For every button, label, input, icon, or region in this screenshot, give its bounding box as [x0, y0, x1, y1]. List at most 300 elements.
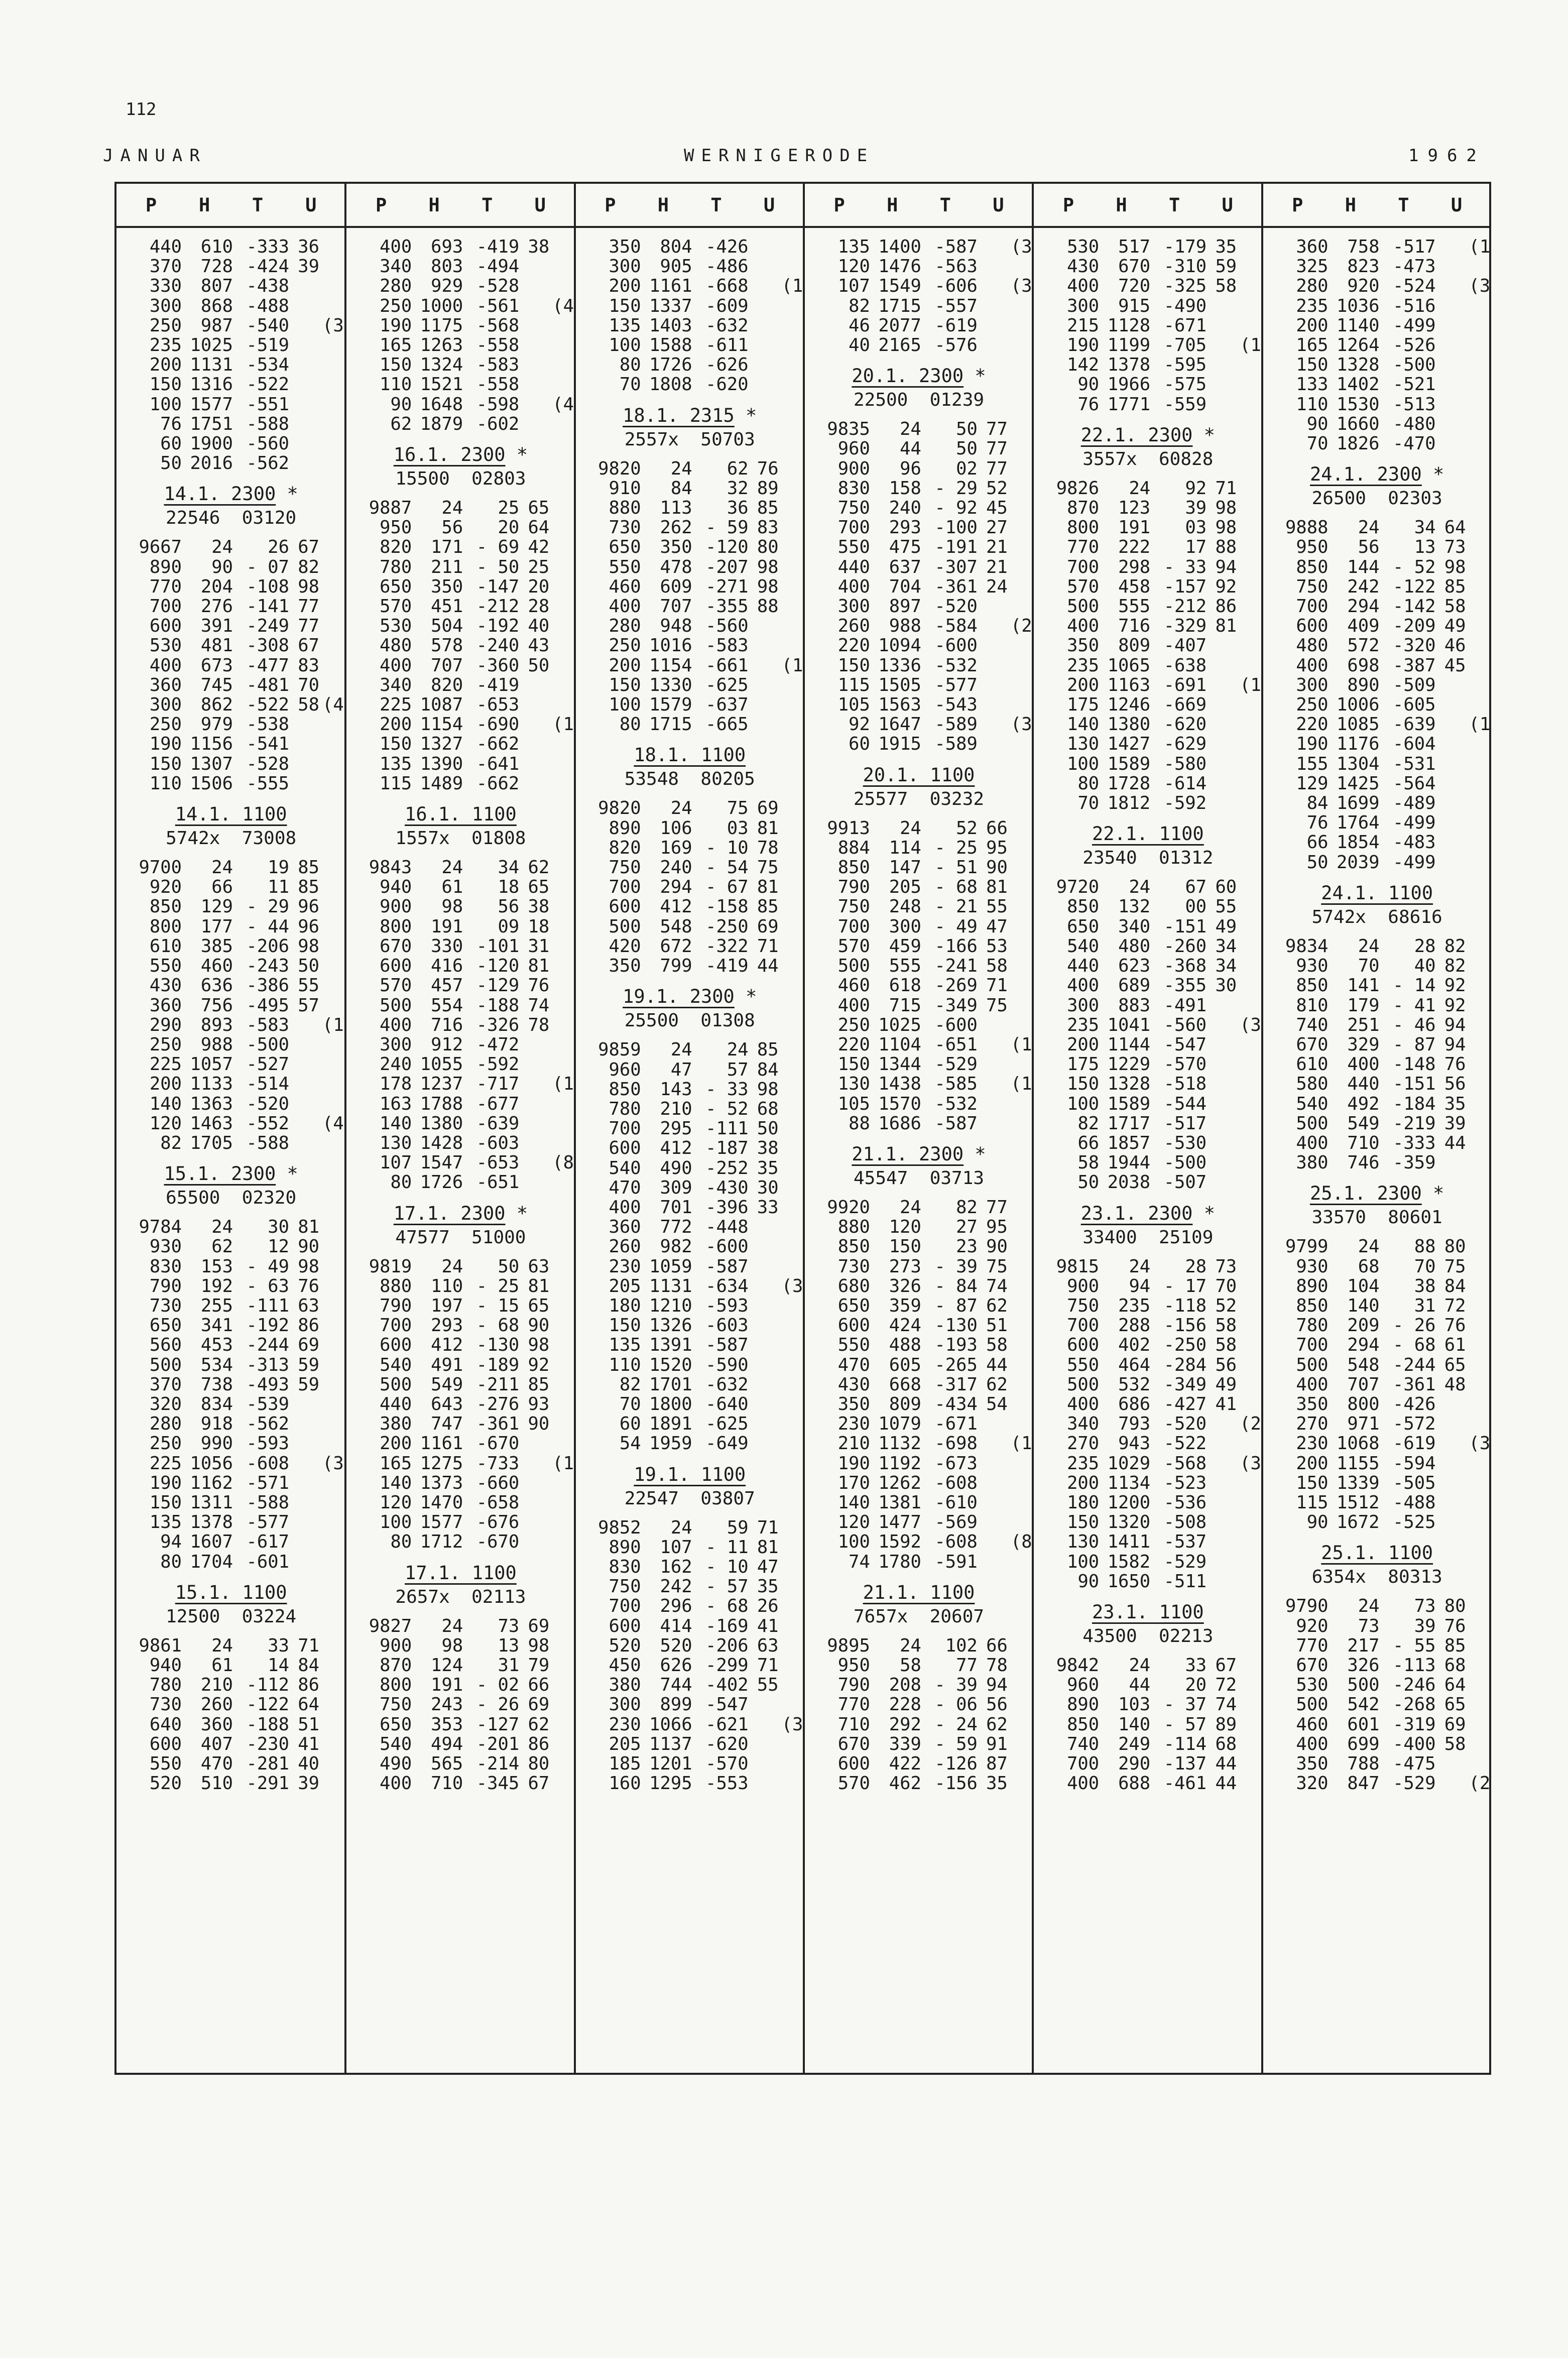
table-row [1034, 276, 1262, 296]
table-column [1032, 184, 1262, 2073]
table-row [346, 1493, 574, 1512]
table-cell [1008, 1754, 1033, 1774]
table-cell [289, 754, 319, 774]
table-cell: 1316 [190, 374, 233, 395]
table-cell: 950 [1296, 537, 1329, 558]
table-cell: -608 [934, 1531, 978, 1553]
table-cell [1466, 1355, 1491, 1375]
table-cell: - 87 [1393, 1034, 1436, 1055]
table-cell [779, 355, 804, 375]
table-cell [1436, 734, 1466, 754]
sounding-block [805, 1143, 1033, 1572]
table-cell [1207, 1572, 1237, 1591]
table-cell [978, 1414, 1008, 1434]
table-row [346, 1695, 574, 1714]
table-cell [779, 818, 804, 838]
table-cell: 120 [149, 1113, 182, 1134]
table-cell: 500 [1067, 596, 1100, 617]
table-cell: 25 [528, 556, 550, 577]
table-cell [779, 675, 804, 695]
table-row [1263, 1734, 1491, 1754]
table-cell [1466, 1715, 1491, 1734]
table-cell [1436, 1153, 1466, 1172]
table-cell: 850 [1067, 896, 1100, 917]
column-header [1263, 184, 1491, 228]
table-cell [1466, 434, 1491, 453]
table-cell: 309 [660, 1177, 692, 1198]
table-cell: 1879 [420, 413, 463, 434]
table-cell: - 14 [1393, 975, 1436, 996]
table-cell [1466, 1493, 1491, 1512]
table-cell [1008, 1394, 1033, 1414]
table-cell [1008, 498, 1033, 518]
table-cell [1466, 1035, 1491, 1054]
table-cell [1207, 1532, 1237, 1552]
table-row [1263, 656, 1491, 675]
table-cell: 24 [900, 1635, 921, 1656]
table-cell: -670 [476, 1531, 520, 1553]
table-row [1263, 316, 1491, 335]
table-cell: - 92 [934, 498, 978, 519]
table-row [1263, 1473, 1491, 1493]
sounding-title: 16.1. 2300 * [393, 444, 528, 466]
table-row [1263, 675, 1491, 695]
sounding-title: 23.1. 2300 * [1080, 1202, 1215, 1224]
table-cell: 175 [1067, 694, 1100, 716]
table-cell: 600 [837, 1753, 870, 1774]
table-cell: 90 [390, 394, 412, 415]
table-cell [549, 335, 574, 355]
table-cell: 38 [757, 1138, 779, 1159]
table-cell: 300 [889, 916, 921, 937]
table-cell: -169 [705, 1615, 749, 1636]
table-cell: -640 [705, 1393, 749, 1414]
table-cell [1008, 577, 1033, 597]
table-row [805, 557, 1033, 577]
table-cell: 80 [390, 1172, 412, 1193]
table-cell [319, 237, 344, 257]
table-cell: 1425 [1337, 773, 1380, 794]
table-cell: 530 [1067, 237, 1100, 257]
table-cell: 1131 [190, 355, 233, 376]
table-cell [749, 1754, 779, 1774]
table-cell: 618 [889, 975, 921, 996]
table-cell [1008, 838, 1033, 858]
table-cell: 63 [528, 1256, 550, 1277]
table-row [116, 734, 345, 754]
table-cell: 554 [431, 995, 463, 1016]
table-row [805, 537, 1033, 557]
table-cell: 90 [986, 857, 1008, 878]
table-row [116, 577, 345, 597]
table-cell: 76 [298, 1275, 319, 1296]
table-cell: 409 [1347, 616, 1380, 637]
table-cell: -590 [705, 1354, 749, 1375]
table-cell: 120 [889, 1217, 921, 1238]
table-cell: 793 [1118, 1413, 1151, 1435]
sounding-title: 19.1. 2300 * [623, 986, 757, 1008]
table-cell: 440 [1067, 956, 1100, 977]
table-cell: 54 [986, 1393, 1008, 1414]
column-header-label: T [939, 194, 951, 216]
table-cell: 150 [1067, 1074, 1100, 1095]
table-cell: - 25 [476, 1275, 520, 1296]
table-cell: 481 [200, 635, 233, 656]
table-cell [319, 1296, 344, 1316]
table-cell: 27 [986, 517, 1008, 538]
table-cell [1008, 316, 1033, 335]
table-cell: 31 [528, 935, 550, 957]
table-cell: -434 [934, 1393, 978, 1414]
table-row [1034, 1094, 1262, 1114]
table-row [805, 877, 1033, 897]
table-cell: 113 [660, 498, 692, 519]
table-cell [1466, 1754, 1491, 1774]
table-cell [319, 577, 344, 597]
table-row [346, 616, 574, 636]
table-cell [319, 616, 344, 636]
table-cell: (4 [322, 1113, 344, 1134]
table-row [576, 537, 804, 557]
table-cell: 82 [1444, 956, 1466, 977]
table-cell [779, 838, 804, 858]
table-cell: - 11 [705, 1537, 749, 1558]
table-row [1034, 897, 1262, 916]
sounding-block [576, 744, 804, 976]
table-cell: -368 [1163, 956, 1207, 977]
table-cell [319, 1074, 344, 1094]
table-cell [1466, 1335, 1491, 1355]
table-cell: 400 [1296, 1733, 1329, 1754]
table-cell: 102 [945, 1635, 978, 1656]
table-cell: -587 [934, 1113, 978, 1134]
table-cell: - 59 [934, 1733, 978, 1754]
table-cell [289, 1414, 319, 1434]
table-cell: -499 [1393, 812, 1436, 834]
table-cell: 129 [200, 896, 233, 917]
table-row [116, 976, 345, 995]
table-cell [779, 375, 804, 394]
table-cell: 988 [889, 616, 921, 637]
table-cell [1237, 577, 1262, 597]
table-cell: 165 [380, 335, 412, 356]
table-row [1034, 1414, 1262, 1434]
table-cell: 33 [1185, 1655, 1207, 1676]
table-cell [519, 355, 549, 375]
table-cell: -611 [705, 335, 749, 356]
table-cell: 680 [837, 1275, 870, 1296]
table-cell: 50 [956, 438, 978, 459]
table-cell: 600 [609, 896, 641, 917]
table-cell: 75 [986, 995, 1008, 1016]
table-cell: -191 [934, 537, 978, 558]
table-row [1034, 1296, 1262, 1316]
table-cell: 140 [1347, 1295, 1380, 1316]
table-cell: 170 [837, 1472, 870, 1493]
table-cell: 950 [837, 1655, 870, 1676]
table-cell: 36 [298, 237, 319, 257]
table-cell: 200 [1067, 674, 1100, 695]
table-cell: 650 [380, 576, 412, 597]
table-cell: -602 [476, 413, 520, 434]
table-cell: 73 [1414, 1596, 1436, 1617]
table-cell [1466, 976, 1491, 995]
table-cell: -671 [1163, 315, 1207, 336]
table-cell: 9888 [1285, 517, 1329, 538]
table-cell [1237, 518, 1262, 537]
table-cell [289, 1454, 319, 1473]
table-cell [779, 798, 804, 818]
table-cell: 03 [727, 817, 749, 839]
table-row [805, 956, 1033, 976]
table-cell: -470 [1393, 433, 1436, 454]
table-cell: -552 [246, 1113, 289, 1134]
table-cell: - 41 [1393, 995, 1436, 1016]
table-cell: 540 [1067, 935, 1100, 957]
table-cell: -661 [705, 655, 749, 676]
table-row [346, 956, 574, 976]
table-cell [1008, 1094, 1033, 1114]
table-cell [1008, 479, 1033, 498]
table-cell: 84 [1444, 1275, 1466, 1296]
table-cell: 1330 [649, 674, 692, 695]
table-cell: 92 [528, 1354, 550, 1375]
table-row [576, 1276, 804, 1296]
table-cell: 1059 [649, 1256, 692, 1277]
table-row [576, 1557, 804, 1577]
table-cell [1466, 936, 1491, 956]
table-cell: 300 [149, 694, 182, 716]
table-cell: 21 [986, 537, 1008, 558]
table-cell: 76 [1444, 1054, 1466, 1075]
table-cell: 1712 [420, 1531, 463, 1553]
table-row [805, 1512, 1033, 1532]
sounding-block [346, 444, 574, 793]
table-cell: 609 [660, 576, 692, 597]
table-cell [1466, 597, 1491, 616]
table-cell [1466, 1296, 1491, 1316]
table-cell: 1246 [1107, 694, 1151, 716]
table-cell: 1337 [649, 295, 692, 316]
table-cell: -507 [1163, 1172, 1207, 1193]
table-cell: 80 [390, 1531, 412, 1553]
table-cell: 87 [986, 1753, 1008, 1774]
table-cell: 460 [1296, 1714, 1329, 1735]
table-cell: 77 [986, 458, 1008, 479]
table-cell: 81 [986, 877, 1008, 898]
table-cell: (4 [552, 295, 574, 316]
table-cell: 191 [431, 1675, 463, 1696]
table-cell: 1328 [1107, 1074, 1151, 1095]
table-cell: 884 [837, 837, 870, 858]
table-cell: 800 [1347, 1393, 1380, 1414]
station-name: WERNIGERODE [684, 146, 875, 166]
table-cell [1237, 1552, 1262, 1572]
table-cell: -593 [705, 1295, 749, 1316]
table-cell: -588 [246, 1132, 289, 1153]
table-cell [319, 355, 344, 375]
table-cell: -427 [1163, 1393, 1207, 1414]
table-cell: 500 [149, 1354, 182, 1375]
table-row [1263, 518, 1491, 537]
table-cell: 830 [149, 1256, 182, 1277]
table-cell: 50 [160, 453, 182, 474]
table-cell [1207, 1153, 1237, 1172]
table-cell: 191 [431, 916, 463, 937]
table-row [1263, 715, 1491, 734]
table-cell: -598 [476, 394, 520, 415]
table-cell: 430 [837, 1374, 870, 1395]
table-cell [549, 1532, 574, 1552]
table-cell: 960 [837, 438, 870, 459]
table-cell: 488 [889, 1335, 921, 1356]
table-cell: 1079 [878, 1413, 921, 1435]
table-cell [1207, 1454, 1237, 1473]
table-cell [779, 1138, 804, 1158]
table-cell: 31 [498, 1655, 520, 1676]
table-cell [779, 1099, 804, 1119]
table-cell: 740 [1067, 1733, 1100, 1754]
table-row [805, 1394, 1033, 1414]
table-cell: 150 [609, 1315, 641, 1336]
table-cell: -250 [1163, 1335, 1207, 1356]
table-row [1263, 1636, 1491, 1656]
table-row [116, 1094, 345, 1114]
table-row [805, 715, 1033, 734]
table-row [116, 616, 345, 636]
table-cell: -361 [1393, 1374, 1436, 1395]
table-cell: 570 [1067, 576, 1100, 597]
table-cell: 650 [380, 1714, 412, 1735]
table-cell: 300 [1067, 295, 1100, 316]
table-row [116, 276, 345, 296]
table-cell: 55 [757, 1675, 779, 1696]
table-cell: 56 [1215, 1354, 1237, 1375]
table-cell: -386 [246, 975, 289, 996]
table-cell: 810 [1296, 995, 1329, 1016]
table-cell [319, 858, 344, 877]
table-cell: 2038 [1107, 1172, 1151, 1193]
table-cell: 35 [757, 1157, 779, 1178]
table-cell: -212 [476, 596, 520, 617]
table-cell: -604 [1393, 734, 1436, 755]
table-cell: 150 [837, 1054, 870, 1075]
table-cell [519, 296, 549, 316]
table-cell: 42 [528, 537, 550, 558]
table-cell: 960 [609, 1059, 641, 1080]
table-row [116, 774, 345, 793]
table-cell [1008, 419, 1033, 439]
table-cell: 56 [1444, 1074, 1466, 1095]
table-cell: 500 [837, 956, 870, 977]
table-cell: 9820 [598, 798, 641, 819]
table-column [1261, 184, 1491, 2073]
table-cell [1008, 1114, 1033, 1133]
table-cell: 9790 [1285, 1596, 1329, 1617]
table-cell: -529 [934, 1054, 978, 1075]
table-row [346, 734, 574, 754]
table-cell [779, 335, 804, 355]
table-cell: 340 [1118, 916, 1151, 937]
table-cell: 190 [1067, 335, 1100, 356]
table-cell: 49 [1215, 916, 1237, 937]
table-cell: 86 [1215, 596, 1237, 617]
column-header-label: U [993, 194, 1004, 216]
table-cell: -583 [705, 635, 749, 656]
table-cell: 850 [837, 1236, 870, 1257]
table-cell: 66 [528, 1675, 550, 1696]
table-cell: -284 [1163, 1354, 1207, 1375]
table-cell: 565 [431, 1753, 463, 1774]
table-row [576, 1616, 804, 1636]
table-cell: 1104 [878, 1034, 921, 1055]
table-cell: - 37 [1163, 1694, 1207, 1715]
table-cell: 70 [1306, 433, 1329, 454]
table-cell: -188 [476, 995, 520, 1016]
table-cell: -591 [934, 1551, 978, 1572]
table-cell: -524 [1393, 276, 1436, 297]
table-cell [1237, 1512, 1262, 1532]
table-cell [319, 734, 344, 754]
sounding-title: 22.1. 2300 * [1080, 424, 1215, 446]
table-cell: 770 [1296, 1635, 1329, 1656]
table-cell: 165 [1296, 335, 1329, 356]
table-cell: 225 [149, 1453, 182, 1474]
table-cell [1008, 1636, 1033, 1656]
table-cell [1207, 1054, 1237, 1074]
table-cell: 82 [160, 1132, 182, 1153]
table-row [346, 257, 574, 276]
table-cell [779, 1434, 804, 1453]
table-cell: 50 [498, 1256, 520, 1277]
table-cell: 1390 [420, 753, 463, 774]
table-row [1034, 976, 1262, 995]
table-cell: 380 [1296, 1152, 1329, 1173]
table-cell: - 67 [705, 877, 749, 898]
table-cell [779, 1375, 804, 1394]
sounding-title: 24.1. 1100 [1321, 882, 1433, 904]
table-cell: -519 [246, 335, 289, 356]
table-cell: 144 [1347, 556, 1380, 577]
table-cell [978, 1532, 1008, 1552]
table-cell [1466, 577, 1491, 597]
table-cell [319, 1434, 344, 1453]
table-cell [1237, 395, 1262, 414]
table-row [1263, 1335, 1491, 1355]
sounding-block [1263, 1183, 1491, 1532]
table-cell [289, 1493, 319, 1512]
column-header-label: H [1345, 194, 1356, 216]
table-cell [1237, 793, 1262, 813]
sounding-block [1263, 463, 1491, 872]
table-cell [1207, 754, 1237, 774]
table-cell: 560 [149, 1335, 182, 1356]
table-row [1034, 695, 1262, 715]
table-row [805, 1715, 1033, 1734]
table-cell: (2 [1240, 1413, 1261, 1435]
table-cell: 72 [1215, 1675, 1237, 1696]
table-cell: 610 [1296, 1054, 1329, 1075]
table-cell [779, 296, 804, 316]
table-cell [779, 636, 804, 655]
table-cell: 1588 [649, 335, 692, 356]
table-cell: 701 [660, 1197, 692, 1218]
table-cell: 850 [837, 857, 870, 878]
table-cell: 1808 [649, 374, 692, 395]
table-cell [779, 1158, 804, 1178]
table-cell: -588 [246, 413, 289, 434]
table-cell [1466, 1454, 1491, 1473]
